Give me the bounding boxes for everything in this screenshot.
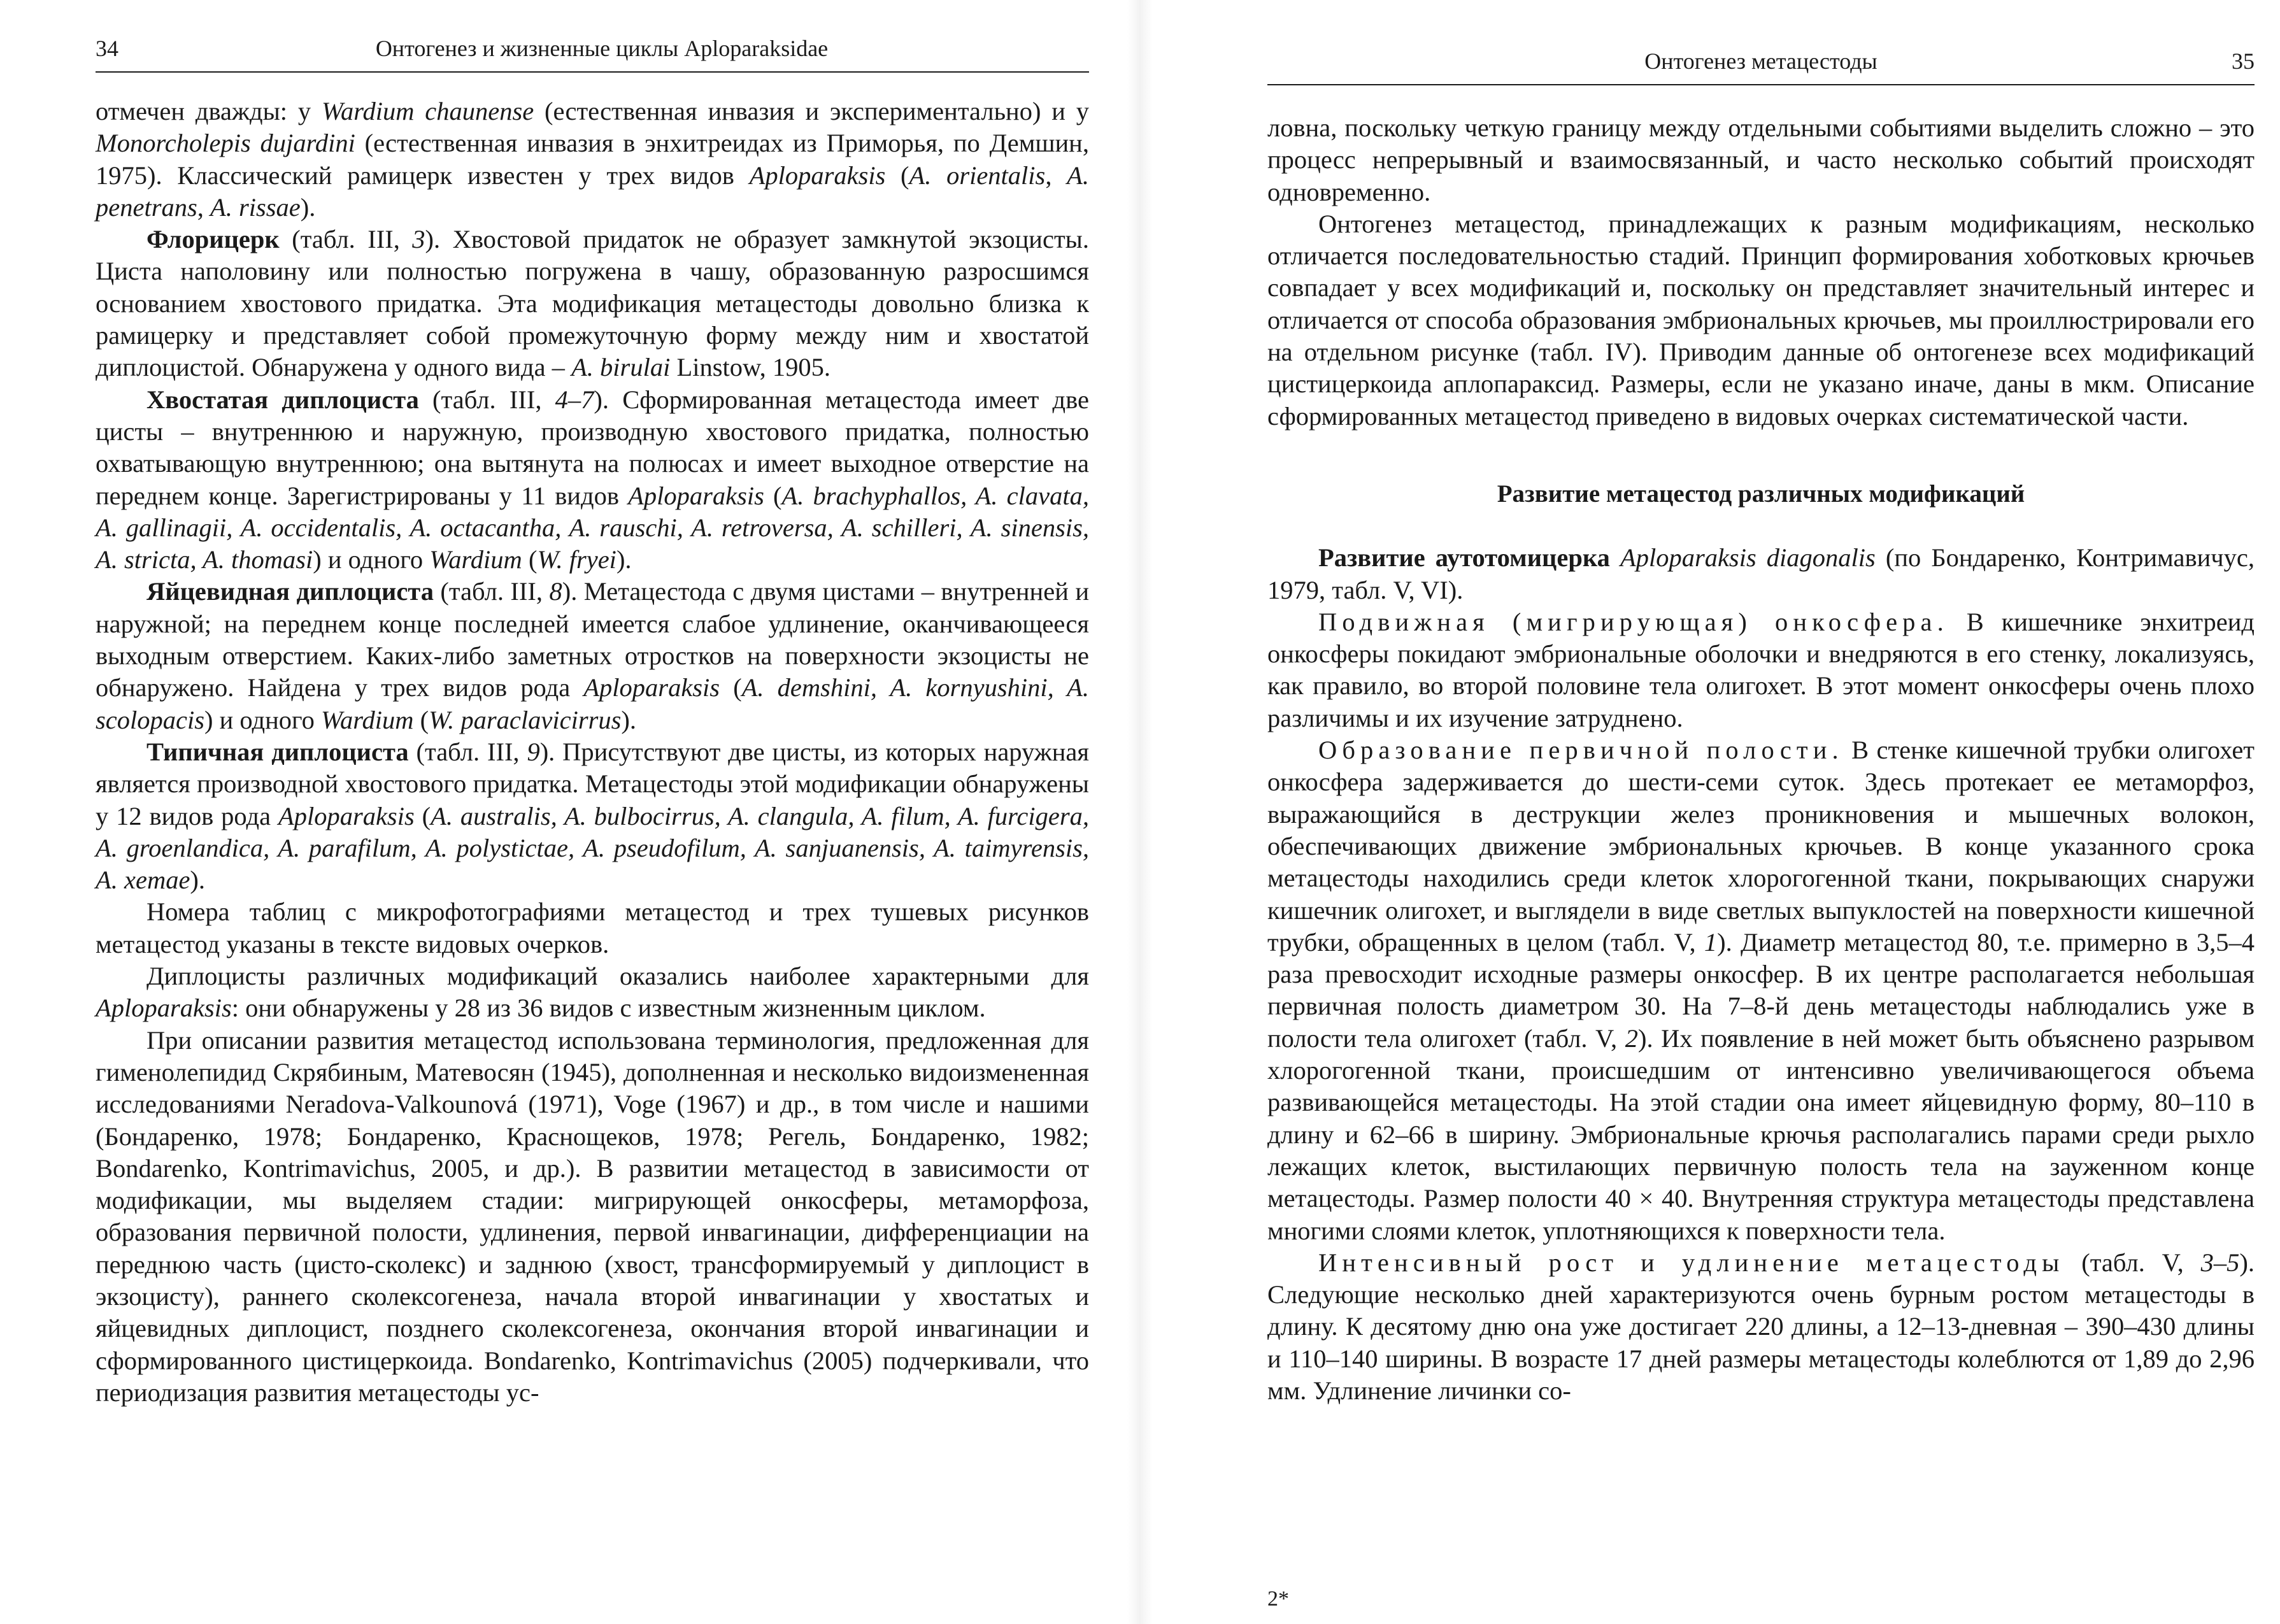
- paragraph: [96, 960, 1089, 1025]
- right-page: [1140, 0, 2280, 1624]
- text-run: (табл. V,: [2064, 1248, 2201, 1277]
- paragraph: [96, 1025, 1089, 1409]
- italic-text: 3: [412, 225, 425, 254]
- spaced-heading: Образование первичной полости.: [1318, 736, 1844, 765]
- text-run: (естественная инвазия в энхитреидах из Приморья, по Демшин, 1975). Классический рамицерк известен у трех видов: [96, 129, 1089, 190]
- italic-text: 9: [527, 737, 540, 766]
- text-run: В стенке кишечной трубки олигохет онкосфера задерживается до шести-семи суток. Здесь протекает ее метаморфоз, выражающийся в деструкции желез проникновения и мышечных волокон, обеспечивающих движение эмбриональных крючьев. В конце указанного срока метацестоды находились среди клеток хлорогогенной ткани, покрывающих снаружи кишечник олигохет, и выглядели в виде светлых выпуклостей на поверхности кишечной трубки, обращенных в целом (табл. V,: [1267, 736, 2255, 957]
- text-run: ). Присутствуют две цисты, из которых наружная является производной хвостового придатка. Метацестоды этой модификации обнаружены у 12 видов рода: [96, 737, 1089, 830]
- italic-text: 8: [549, 577, 562, 606]
- text-run: (: [414, 801, 431, 830]
- italic-text: W. paraclavicirrus: [429, 705, 622, 734]
- text-run: ). Метацестода с двумя цистами – внутренней и наружной; на переднем конце последней имеется слабое удлинение, оканчивающееся выходным отверстием. Каких-либо заметных отростков на поверхности экзоцисты не обнаружено. Найдена у трех видов рода: [96, 577, 1089, 702]
- spaced-heading: Подвижная (мигрирующая) онкосфера.: [1318, 607, 1949, 636]
- text-run: (табл. III,: [279, 225, 413, 254]
- italic-text: A. rissae: [210, 192, 301, 222]
- text-run: ).: [621, 705, 637, 734]
- italic-text: Monorcholepis dujardini: [96, 129, 355, 158]
- italic-text: Wardium chaunense: [321, 97, 534, 125]
- left-header-rule: [96, 71, 1089, 73]
- paragraph: [96, 384, 1089, 576]
- bold-term: Типичная диплоциста: [146, 737, 409, 766]
- italic-text: 1: [1704, 927, 1718, 957]
- text-run: ). Хвостовой придаток не образует замкнутой экзоцисты. Циста наполовину или полностью погружена в чашу, образованную разросшимся основанием хвостового придатка. Эта модификация метацестоды довольно близка к рамицерку и представляет собой промежуточную форму между ним и хвостатой диплоцистой. Обнаружена у одного вида –: [96, 225, 1089, 382]
- bold-term: Флорицерк: [146, 225, 280, 254]
- italic-text: Wardium: [429, 545, 522, 574]
- paragraph: [1267, 112, 2255, 208]
- left-running-title: Онтогенез и жизненные циклы Aploparaksidae: [375, 36, 829, 61]
- text-run: ловна, поскольку четкую границу между отдельными событиями выделить сложно – это процесс непрерывный и взаимосвязанный, и часто несколько событий происходят одновременно.: [1267, 113, 2255, 206]
- text-run: ,: [1045, 160, 1067, 190]
- italic-text: A. orientalis: [909, 160, 1046, 190]
- italic-text: Aploparaksis: [628, 481, 764, 510]
- italic-text: A. penetrans: [96, 160, 1089, 222]
- text-run: : они обнаружены у 28 из 36 видов с известным жизненным циклом.: [231, 994, 986, 1023]
- spaced-heading: Интенсивный рост и удлинение метацестоды: [1318, 1248, 2065, 1277]
- right-header-rule: [1267, 84, 2255, 85]
- text-run: При описании развития метацестод использована терминология, предложенная для гименолепидид Скрябиным, Матевосян (1945), дополненная и несколько видоизмененная исследованиями Neradova-Valkounová (1971), Voge (1967) и др., в том числе и нашими (Бондаренко, 1978; Бондаренко, Краснощеков, 1978; Регель, Бондаренко, 1982; Bondarenko, Kontrimavichus, 2005, и др.). В развитии метацестод в зависимости от модификации, мы выделяем стадии: мигрирующей онкосферы, метаморфоза, образования первичной полости, удлинения, первой инвагинации, дифференциации на переднюю часть (цисто-сколекс) и заднюю (хвост, трансформируемый у диплоцист в экзоцисту), раннего сколексогенеза, начала второй инвагинации у хвостатых и яйцевидных диплоцист, позднего сколексогенеза, окончания второй инвагинации и сформированного цистицеркоида. Bondarenko, Kontrimavichus (2005) подчеркивали, что периодизация развития метацестоды ус-: [96, 1025, 1089, 1407]
- paragraph: [96, 224, 1089, 383]
- text-run: Linstow, 1905.: [670, 353, 830, 382]
- signature-mark: 2*: [1267, 1587, 1289, 1611]
- text-run: ). Сформированная метацестода имеет две цисты – внутреннюю и наружную, производную хвостового придатка, полностью охватывающую внутреннюю; она вытянута на полюсах и имеет выходное отверстие на переднем конце. Зарегистрированы у 11 видов: [96, 385, 1090, 510]
- text-run: ) и одного: [204, 705, 321, 734]
- paragraph: [1267, 606, 2255, 734]
- right-running-head: [1267, 42, 2255, 80]
- right-section-paragraphs: [1267, 542, 2255, 1407]
- text-run: ). Диаметр метацестод 80, т.е. примерно в 3,5–4 раза превосходит исходные размеры онкосфер. В их центре располагается небольшая первичная полость диаметром 30. На 7–8-й день метацестоды наблюдались уже в полости тела олигохет (табл. V,: [1267, 927, 2255, 1053]
- bold-term: Развитие аутотомицерка: [1318, 543, 1610, 573]
- paragraph: [1267, 542, 2255, 606]
- paragraph: [96, 96, 1089, 224]
- text-run: Диплоцисты различных модификаций оказались наиболее характерными для: [146, 962, 1089, 991]
- text-run: (табл. III,: [408, 737, 527, 766]
- text-run: отмечен дважды: у: [96, 97, 322, 125]
- bold-term: Хвостатая диплоциста: [146, 385, 419, 414]
- section-title: Развитие метацестод различных модификаций: [1497, 480, 2025, 508]
- italic-text: 3–5: [2200, 1248, 2240, 1277]
- text-run: ).: [300, 192, 316, 222]
- right-running-title: Онтогенез метацестоды: [1644, 48, 1877, 74]
- text-run: ). Следующие несколько дней характеризуются очень бурным ростом метацестоды в длину. К десятому дню она уже достигает 220 длины, а 12–13-дневная – 390–430 длины и 110–140 ширины. В возрасте 17 дней размеры метацестоды колеблются от 1,89 до 2,96 мм. Удлинение личинки со-: [1267, 1248, 2255, 1405]
- paragraph: [96, 576, 1089, 736]
- paragraph: [1267, 1247, 2255, 1407]
- left-page-number: 34: [96, 36, 118, 61]
- paragraph: [96, 896, 1089, 960]
- paragraph: [96, 736, 1089, 896]
- italic-text: 4–7: [555, 385, 594, 414]
- text-run: [1610, 543, 1620, 572]
- right-body-text: [1267, 112, 2255, 1407]
- italic-text: Aploparaksis: [278, 801, 415, 830]
- text-run: Номера таблиц с микрофотографиями метацестод и трех тушевых рисунков метацестод указаны в тексте видовых очерков.: [96, 897, 1089, 958]
- text-run: В кишечнике энхитреид онкосферы покидают эмбриональные оболочки и внедряются в его стенку, локализуясь, как правило, во второй половине тела олигохет. В этот момент онкосферы очень плохо различимы и их изучение затруднено.: [1267, 607, 2255, 732]
- italic-text: Aploparaksis: [749, 160, 886, 190]
- left-body-text: [96, 96, 1089, 1409]
- text-run: (: [413, 705, 429, 734]
- right-intro-paragraphs: [1267, 112, 2255, 432]
- italic-text: W. fryei: [537, 545, 616, 574]
- right-page-number: 35: [2232, 48, 2255, 74]
- text-run: ) и одного: [313, 545, 430, 574]
- italic-text: Aploparaksis: [96, 994, 232, 1023]
- italic-text: A. birulai: [571, 353, 671, 382]
- bold-term: Яйцевидная диплоциста: [146, 577, 434, 606]
- text-run: (: [764, 481, 782, 510]
- text-run: (естественная инвазия и экспериментально) и у: [534, 97, 1089, 125]
- text-run: ,: [197, 192, 210, 222]
- text-run: (: [885, 160, 909, 190]
- text-run: ). Их появление в ней может быть объяснено разрывом хлорогогенной ткани, происшедшим от интенсивно увеличивающегося объема развивающейся метацестоды. На этой стадии она имеет яйцевидную форму, 80–110 в длину и 62–66 в ширину. Эмбриональные крючья располагались парами среди рыхло лежащих клеток, выстилающих первичную полость тела на зауженном конце метацестоды. Размер полости 40 × 40. Внутренняя структура метацестоды представлена многими слоями клеток, уплотняющихся к поверхности тела.: [1267, 1023, 2255, 1245]
- italic-text: Wardium: [321, 705, 414, 734]
- text-run: ).: [190, 865, 206, 895]
- text-run: ).: [616, 545, 632, 574]
- italic-text: Aploparaksis diagonalis: [1620, 543, 1876, 573]
- paragraph: [1267, 734, 2255, 1247]
- text-run: (табл. III,: [418, 385, 555, 414]
- text-run: (: [522, 545, 538, 574]
- text-run: Онтогенез метацестод, принадлежащих к разным модификациям, несколько отличается последовательностью стадий. Принцип формирования хоботковых крючьев совпадает у всех модификаций и, поскольку он представляет значительный интерес и отличается от способа образования эмбриональных крючьев, мы проиллюстрировали его на отдельном рисунке (табл. IV). Приводим данные об онтогенезе всех модификаций цистицеркоида аплопараксид. Размеры, если не указано иначе, даны в мкм. Описание сформированных метацестод приведено в видовых очерках систематической части.: [1267, 209, 2255, 431]
- text-run: (табл. III,: [433, 577, 550, 606]
- left-running-head: [96, 29, 1089, 68]
- text-run: (: [720, 673, 742, 702]
- italic-text: A. australis, A. bulbocirrus, A. clangula, A. filum, A. furcigera, A. groenlandica, A. parafilum, A. polystictae, A. pseudofilum, A. sanjuanensis, A. taimyrensis, A. xemae: [96, 801, 1089, 895]
- paragraph: [1267, 208, 2255, 432]
- italic-text: A. brachyphallos, A. clavata, A. gallinagii, A. occidentalis, A. octacantha, A. rauschi, A. retroversa, A. schilleri, A. sinensis, A. stricta, A. thomasi: [96, 481, 1089, 574]
- text-run: (по Бондаренко, Контримавичус, 1979, табл. V, VI).: [1267, 543, 2255, 604]
- italic-text: Aploparaksis: [583, 673, 720, 702]
- italic-text: A. demshini, A. kornyushini, A. scolopacis: [96, 673, 1089, 734]
- italic-text: 2: [1625, 1023, 1638, 1053]
